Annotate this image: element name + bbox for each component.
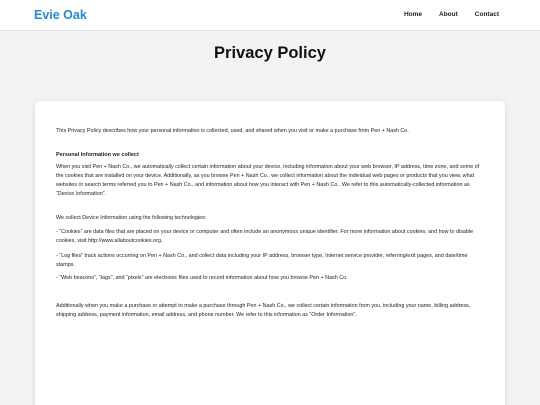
page-title: Privacy Policy	[214, 44, 326, 62]
bullet-cookies: - “Cookies” are data files that are placed on your device or computer and often include an anonymous unique identifier. For more information about cookies, and how to disable cookies, visit http://www.allaboutcookies.org.	[56, 228, 474, 244]
policy-card	[35, 101, 505, 405]
order-info-paragraph: Additionally when you make a purchase or attempt to make a purchase through Pen + Nash Co., we collect certain information from you, including your name, billing address, shipping address, payment information, email address, and phone number. We refer to this information as “Order Information”.	[56, 303, 471, 319]
nav-link-about[interactable]: About	[439, 11, 458, 18]
main-nav	[387, 11, 499, 18]
nav-link-contact[interactable]: Contact	[474, 11, 499, 18]
device-info-paragraph: When you visit Pen + Nash Co., we automatically collect certain information about your device, including information about your web browser, IP address, time zone, and some of the cookies that are installed on your device. Additionally, as you browse Pen + Nash Co., we collect information about the individual web pages or products that you view, what websites or search terms referred you to Pen + Nash Co., and information about how you interact with Pen + Nash Co.. We refer to this automatically-collected information as “Device Information”.	[56, 164, 480, 198]
policy-intro: This Privacy Policy describes how your personal information is collected, used, and shared when you visit or make a purchase from Pen + Nash Co.	[56, 128, 409, 134]
bullet-web-beacons: - “Web beacons”, “tags”, and “pixels” are electronic files used to record information about how you browse Pen + Nash Co.	[56, 274, 348, 281]
top-navbar	[0, 0, 540, 31]
site-brand-logo[interactable]: Evie Oak	[34, 8, 87, 22]
technologies-intro: We collect Device Information using the following technologies:	[56, 215, 207, 222]
policy-content	[56, 127, 486, 320]
nav-link-home[interactable]: Home	[403, 11, 423, 18]
bullet-log-files: - “Log files” track actions occurring on Pen + Nash Co., and collect data including your IP address, browser type, Internet service provider, referring/exit pages, and date/time stamps.	[56, 252, 468, 268]
section-heading-personal-info: Personal Information we collect	[56, 152, 139, 159]
